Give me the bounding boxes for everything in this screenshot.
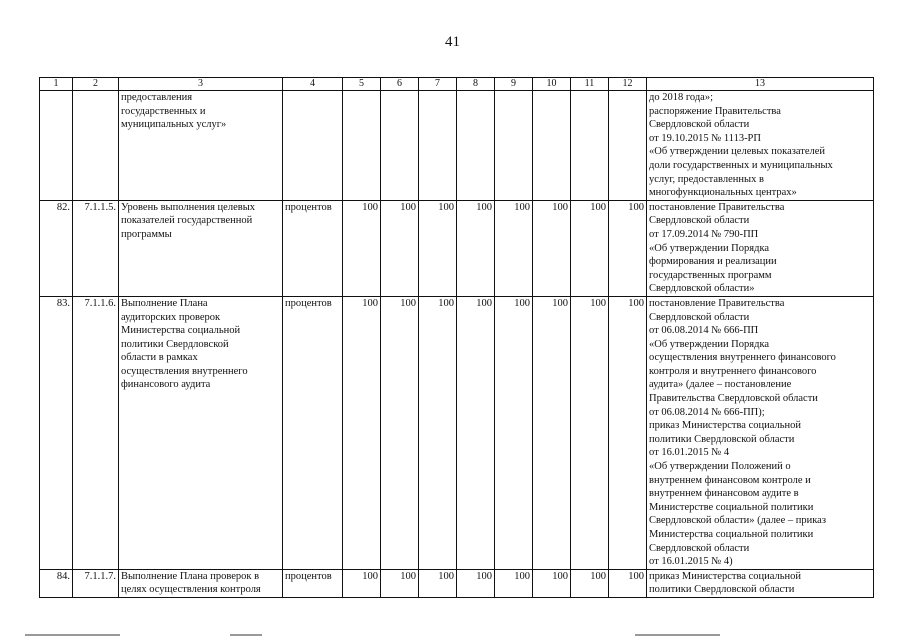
table-row <box>40 569 874 597</box>
table-body <box>40 78 874 598</box>
source-document-line: от 06.08.2014 № 666-ПП); <box>649 406 765 418</box>
column-number-6: 6 <box>381 78 419 91</box>
value-cell: 100 <box>533 200 571 296</box>
indicator-name-line: финансового аудита <box>121 379 211 391</box>
value-cell: 100 <box>533 569 571 597</box>
source-document-line: постановление Правительства <box>649 201 785 213</box>
value-cell <box>419 91 457 201</box>
column-number-5: 5 <box>343 78 381 91</box>
value-cell: 100 <box>495 569 533 597</box>
source-document-line: внутреннем финансовом аудите в <box>649 488 799 500</box>
value-cell: 100 <box>609 296 647 569</box>
source-document-line: Министерстве социальной политики <box>649 501 814 513</box>
value-cell: 100 <box>609 569 647 597</box>
indicator-name-cell <box>119 91 283 201</box>
column-number-2: 2 <box>73 78 119 91</box>
column-number-row <box>40 78 874 91</box>
indicator-code-cell: 7.1.1.6. <box>73 296 119 569</box>
column-number-10: 10 <box>533 78 571 91</box>
value-cell: 100 <box>343 296 381 569</box>
indicator-name-line: программы <box>121 228 172 240</box>
table-row <box>40 296 874 569</box>
indicator-name-line: политики Свердловской <box>121 338 229 350</box>
source-document-line: Свердловской области» <box>649 283 755 295</box>
source-document-line: аудита» (далее – постановление <box>649 379 792 391</box>
value-cell <box>533 91 571 201</box>
source-document-line: Свердловской области» (далее – приказ <box>649 515 826 527</box>
unit-cell: процентов <box>283 296 343 569</box>
column-number-9: 9 <box>495 78 533 91</box>
source-document-line: политики Свердловской области <box>649 584 795 596</box>
column-number-8: 8 <box>457 78 495 91</box>
value-cell: 100 <box>609 200 647 296</box>
source-document-line: распоряжение Правительства <box>649 105 781 117</box>
source-document-line: от 19.10.2015 № 1113-РП <box>649 132 761 144</box>
value-cell: 100 <box>381 569 419 597</box>
source-document-line: доли государственных и муниципальных <box>649 159 833 171</box>
value-cell: 100 <box>343 200 381 296</box>
source-document-cell <box>647 569 874 597</box>
source-document-cell <box>647 296 874 569</box>
table-row <box>40 91 874 201</box>
source-document-line: Свердловской области <box>649 542 750 554</box>
source-document-line: осуществления внутреннего финансового <box>649 352 836 364</box>
source-document-line: «Об утверждении Порядка <box>649 242 770 254</box>
source-document-line: Свердловской области <box>649 119 750 131</box>
column-number-12: 12 <box>609 78 647 91</box>
source-document-line: постановление Правительства <box>649 297 785 309</box>
page-number: 41 <box>445 34 460 50</box>
source-document-line: от 17.09.2014 № 790-ПП <box>649 228 759 240</box>
source-document-line: Министерства социальной политики <box>649 529 814 540</box>
indicator-name-line: Выполнение Плана <box>121 297 208 309</box>
indicator-name-line: Уровень выполнения целевых <box>121 201 255 213</box>
value-cell: 100 <box>457 569 495 597</box>
value-cell: 100 <box>457 200 495 296</box>
value-cell: 100 <box>495 200 533 296</box>
indicator-name-line: государственных и <box>121 105 206 117</box>
source-document-line: услуг, предоставленных в <box>649 173 764 185</box>
value-cell: 100 <box>457 296 495 569</box>
indicator-name-line: показателей государственной <box>121 215 253 227</box>
indicator-name-line: осуществления внутреннего <box>121 365 248 377</box>
source-document-line: «Об утверждении Положений о <box>649 461 791 473</box>
source-document-line: формирования и реализации <box>649 256 777 268</box>
value-cell <box>343 91 381 201</box>
source-document-cell <box>647 91 874 201</box>
value-cell: 100 <box>571 200 609 296</box>
column-number-3: 3 <box>119 78 283 91</box>
source-document-line: контроля и внутреннего финансового <box>649 365 817 377</box>
value-cell: 100 <box>419 569 457 597</box>
indicator-name-line: целях осуществления контроля <box>121 584 261 596</box>
row-number-cell: 83. <box>40 296 73 569</box>
indicators-table <box>39 77 874 598</box>
unit-cell: процентов <box>283 569 343 597</box>
value-cell: 100 <box>571 296 609 569</box>
value-cell: 100 <box>419 200 457 296</box>
value-cell: 100 <box>419 296 457 569</box>
value-cell: 100 <box>381 200 419 296</box>
column-number-13: 13 <box>647 78 874 91</box>
indicator-name-cell <box>119 296 283 569</box>
indicator-name-line: Выполнение Плана проверок в <box>121 570 260 582</box>
indicator-name-cell <box>119 569 283 597</box>
row-number-cell: 82. <box>40 200 73 296</box>
row-number-cell <box>40 91 73 201</box>
source-document-line: «Об утверждении Порядка <box>649 338 770 350</box>
column-number-4: 4 <box>283 78 343 91</box>
indicator-code-cell: 7.1.1.7. <box>73 569 119 597</box>
source-document-line: Свердловской области <box>649 311 750 323</box>
source-document-line: до 2018 года»; <box>649 92 714 103</box>
source-document-line: от 16.01.2015 № 4) <box>649 556 733 568</box>
value-cell <box>571 91 609 201</box>
value-cell: 100 <box>495 296 533 569</box>
column-number-1: 1 <box>40 78 73 91</box>
indicator-code-cell: 7.1.1.5. <box>73 200 119 296</box>
source-document-line: многофункциональных центрах» <box>649 187 797 199</box>
column-number-7: 7 <box>419 78 457 91</box>
unit-cell: процентов <box>283 200 343 296</box>
source-document-line: от 16.01.2015 № 4 <box>649 447 730 459</box>
source-document-line: политики Свердловской области <box>649 433 795 445</box>
indicator-code-cell <box>73 91 119 201</box>
source-document-line: внутреннем финансовом контроле и <box>649 474 811 486</box>
row-number-cell: 84. <box>40 569 73 597</box>
column-number-11: 11 <box>571 78 609 91</box>
indicator-name-line: предоставления <box>121 92 193 103</box>
indicator-name-line: области в рамках <box>121 352 198 364</box>
source-document-line: приказ Министерства социальной <box>649 420 801 432</box>
table-row <box>40 200 874 296</box>
indicator-name-line: муниципальных услуг» <box>121 119 227 131</box>
source-document-line: приказ Министерства социальной <box>649 570 801 582</box>
source-document-line: государственных программ <box>649 269 772 281</box>
indicator-name-line: Министерства социальной <box>121 325 241 337</box>
value-cell: 100 <box>343 569 381 597</box>
value-cell <box>495 91 533 201</box>
unit-cell <box>283 91 343 201</box>
indicator-name-line: аудиторских проверок <box>121 311 221 323</box>
value-cell: 100 <box>571 569 609 597</box>
source-document-line: Правительства Свердловской области <box>649 393 818 405</box>
source-document-cell <box>647 200 874 296</box>
scan-edge-marks <box>25 634 885 637</box>
value-cell <box>457 91 495 201</box>
source-document-line: от 06.08.2014 № 666-ПП <box>649 325 759 337</box>
value-cell <box>609 91 647 201</box>
indicator-name-cell <box>119 200 283 296</box>
value-cell: 100 <box>381 296 419 569</box>
value-cell <box>381 91 419 201</box>
source-document-line: «Об утверждении целевых показателей <box>649 146 826 158</box>
value-cell: 100 <box>533 296 571 569</box>
source-document-line: Свердловской области <box>649 215 750 227</box>
